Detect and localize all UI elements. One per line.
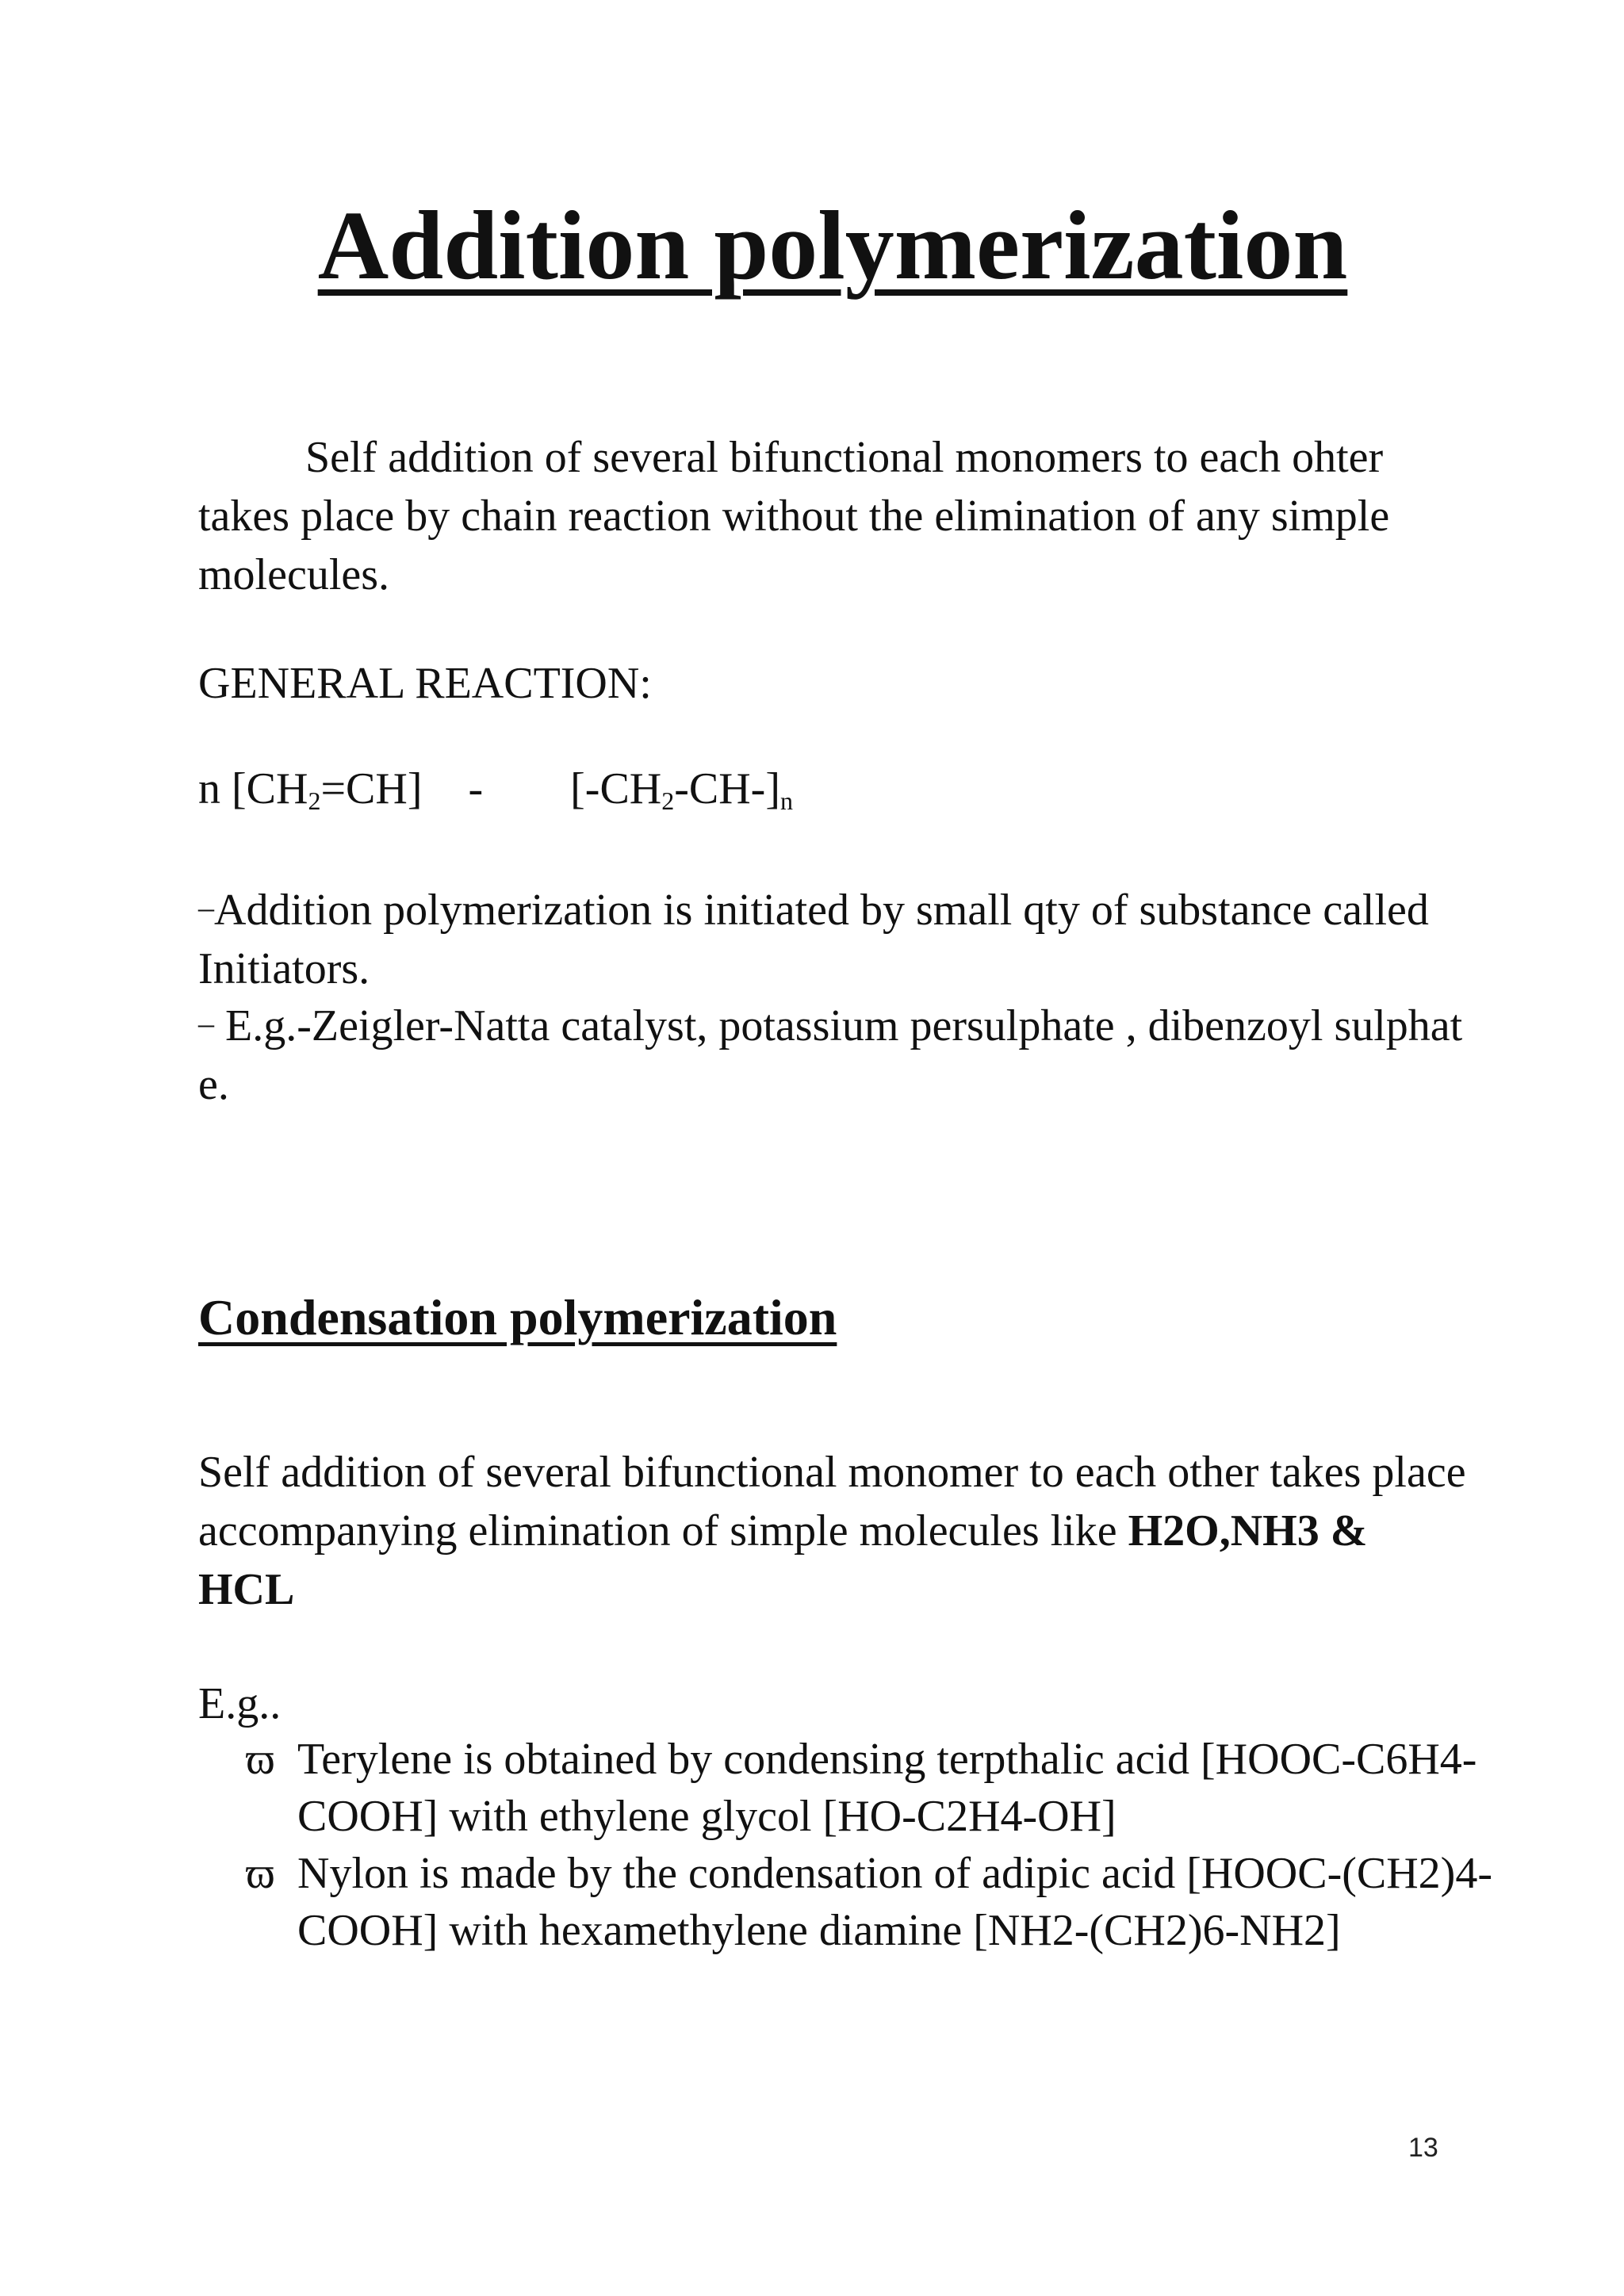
reaction-left-suffix: =CH] [320,764,423,813]
example-nylon: Nylon is made by the condensation of adipic acid [HOOC-(CH2)4-COOH] with hexamethylene diamine [NH2-(CH2)6-NH2] [297,1849,1492,1955]
page-title: Addition polymerization [317,191,1348,300]
bullet-icon: ϖ [246,1735,275,1784]
reaction-right-prefix: [-CH [570,764,662,813]
note-mark: – [198,1005,214,1041]
general-reaction-label: GENERAL REACTION: [198,659,652,708]
page-number: 13 [1408,2133,1438,2163]
list-item [246,1845,1515,1959]
reaction-left-prefix: n [CH [198,764,308,813]
condensation-heading: Condensation polymerization [198,1289,837,1345]
example-label: E.g.. [198,1679,282,1728]
general-reaction-equation [198,760,793,818]
reaction-arrow: - [468,764,484,813]
initiator-note [198,878,1467,998]
bullet-icon: ϖ [246,1849,275,1898]
addition-definition [198,428,1467,604]
reaction-right-suffix: -CH-] [674,764,780,813]
note-mark: – [198,890,214,925]
reaction-right-subscript: 2 [661,786,675,815]
initiator-examples [198,994,1467,1114]
reaction-right-subscript-n: n [779,786,793,815]
reaction-left-subscript: 2 [308,786,321,815]
condensation-definition [198,1443,1467,1619]
eliminated-molecules: H2O,NH3 & HCL [198,1506,1368,1614]
initiator-examples-text: E.g.-Zeigler-Natta catalyst, potassium persulphate , dibenzoyl sulphat e. [198,1001,1463,1109]
list-item [246,1731,1515,1845]
initiator-note-text: Addition polymerization is initiated by small qty of substance called Initiators. [198,886,1429,993]
condensation-examples-list [246,1731,1515,1959]
example-terylene: Terylene is obtained by condensing terpthalic acid [HOOC-C6H4-COOH] with ethylene glycol [HO-C2H4-OH] [297,1735,1477,1841]
addition-definition-text: Self addition of several bifunctional monomers to each ohter takes place by chain reaction without the elimination of any simple molecules. [198,433,1390,599]
condensation-definition-text: Self addition of several bifunctional monomer to each other takes place accompanying elimination of simple molecules like [198,1448,1466,1556]
